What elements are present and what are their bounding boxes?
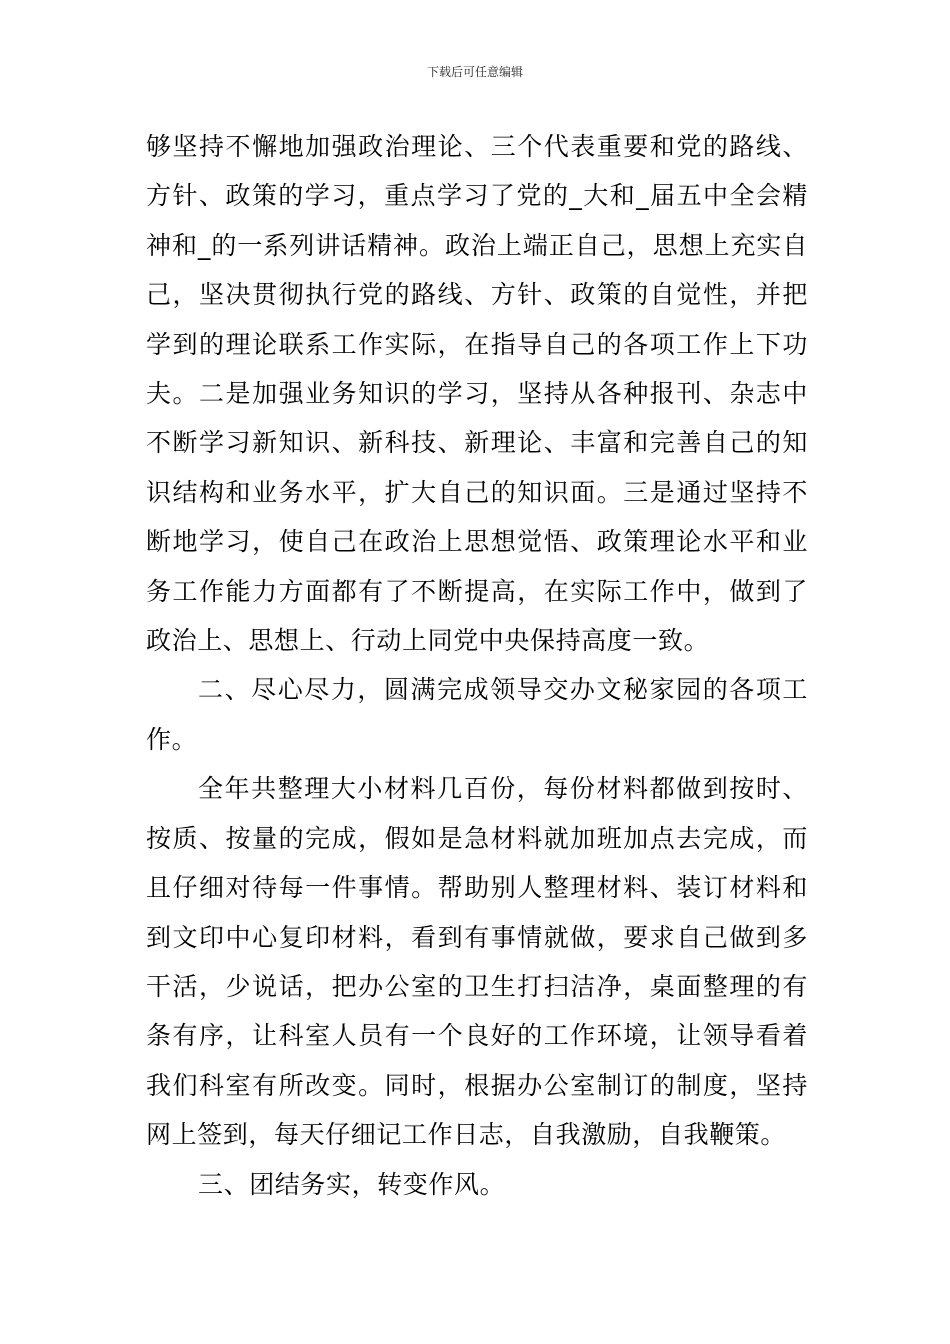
body-paragraph-2: 全年共整理大小材料几百份，每份材料都做到按时、按质、按量的完成，假如是急材料就加班加点去完成，而且仔细对待每一件事情。帮助别人整理材料、装订材料和到文印中心复印材料，看到有事情就做，要求自己做到多干活，少说话，把办公室的卫生打扫洁净，桌面整理的有条有序，让科室人员有一个良好的工作环境，让领导看着我们科室有所改变。同时，根据办公室制订的制度，坚持网上签到，每天仔细记工作日志，自我激励，自我鞭策。 [146, 774, 808, 1150]
section-heading-2: 二、尽心尽力，圆满完成领导交办文秘家园的各项工作。 [146, 675, 808, 754]
section-heading-3: 三、团结务实，转变作风。 [198, 1169, 506, 1199]
body-paragraph-1: 够坚持不懈地加强政治理论、三个代表重要和党的路线、方针、政策的学习，重点学习了党的_大和_届五中全会精神和_的一系列讲话精神。政治上端正自己，思想上充实自己，坚决贯彻执行党的路线、方针、政策的自觉性，并把学到的理论联系工作实际，在指导自己的各项工作上下功夫。二是加强业务知识的学习，坚持从各种报刊、杂志中不断学习新知识、新科技、新理论、丰富和完善自己的知识结构和业务水平，扩大自己的知识面。三是通过坚持不断地学习，使自己在政治上思想觉悟、政策理论水平和业务工作能力方面都有了不断提高，在实际工作中，做到了政治上、思想上、行动上同党中央保持高度一致。 [146, 132, 808, 656]
page-header-note: 下载后可任意编辑 [426, 65, 523, 79]
document-body [146, 122, 808, 1209]
